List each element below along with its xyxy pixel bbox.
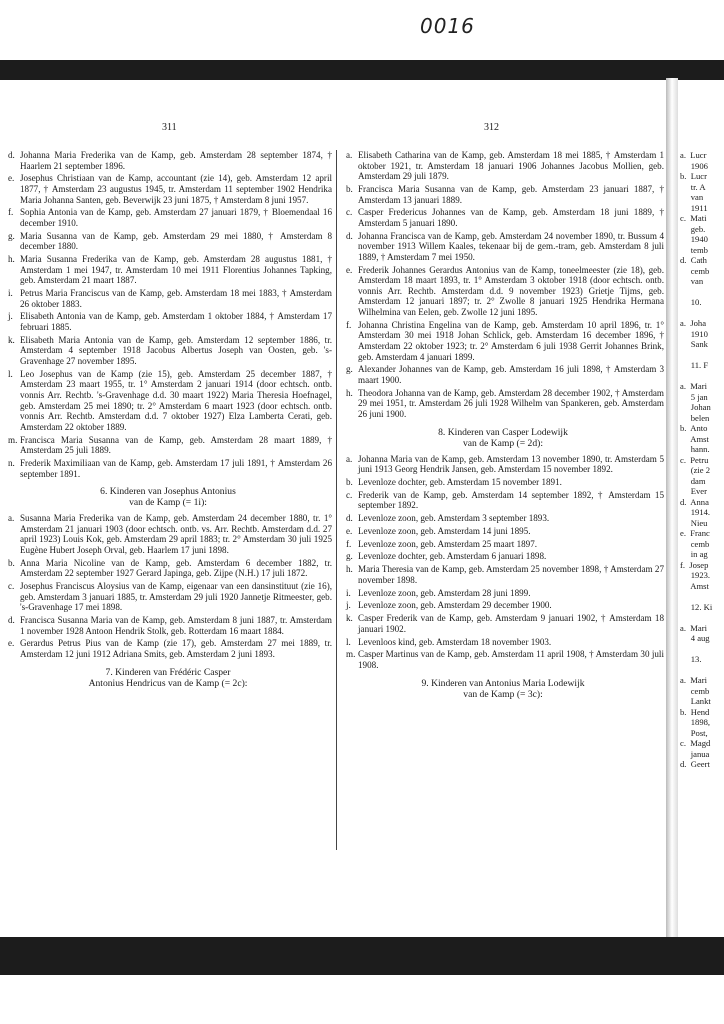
partial-line: d. Anna: [680, 496, 709, 507]
entry-text: Casper Martinus van de Kamp, geb. Amsterdam 11 april 1908, † Amsterdam 30 juli 1908.: [358, 649, 664, 670]
entry-letter: m.: [8, 434, 18, 445]
entry-text: Levenloze dochter, geb. Amsterdam 6 januari 1898.: [358, 551, 547, 562]
genealogy-entry: [342, 490, 664, 511]
partial-line: c. Magd: [680, 738, 711, 748]
next-page-edge: [666, 78, 678, 938]
partial-line: [680, 612, 724, 623]
entry-text: Levenloze zoon, geb. Amsterdam 3 september 1893.: [358, 513, 550, 524]
entry-text: Frederik Maximiliaan van de Kamp, geb. Amsterdam 17 juli 1891, † Amsterdam 26 september 1891.: [20, 457, 332, 479]
partial-line: 1898,: [680, 717, 711, 727]
genealogy-entry: [4, 513, 332, 555]
partial-line: [680, 371, 724, 382]
partial-line: Sank: [680, 339, 708, 349]
entry-text: Frederik van de Kamp, geb. Amsterdam 14 september 1892, † Amsterdam 15 september 1892.: [358, 489, 664, 511]
entry-letter: g.: [8, 230, 15, 241]
entry-text: Elisabeth Catharina van de Kamp, geb. Amsterdam 18 mei 1885, † Amsterdam 1 oktober 1921, tr. Amsterdam 18 januari 1906 Johannes Jacobus Mollien, geb. Amsterdam 29 juli 1879.: [358, 150, 664, 182]
left-page-column: [4, 150, 332, 694]
partial-line: [680, 644, 724, 655]
entry-text: Levenloze dochter, geb. Amsterdam 15 november 1891.: [358, 476, 562, 487]
entry-text: Francisca Susanna Maria van de Kamp, geb. Amsterdam 8 juni 1887, tr. Amsterdam 1 november 1928 Antoon Hendrik Stolk, geb. Rotterdam 16 maart 1884.: [20, 615, 332, 636]
genealogy-entry: [4, 254, 332, 286]
partial-line: b. Anto: [680, 423, 708, 433]
entry-text: Johanna Christina Engelina van de Kamp, geb. Amsterdam 10 april 1896, tr. 1° Amsterdam 30 mei 1918 Johan Schlick, geb. Amsterdam 16 december 1896, † Amsterdam 22 oktober 1923; tr. 2° Amsterdam 6 juli 1938 Gerrit Johannes Brink, geb. Amsterdam 4 januari 1899.: [358, 319, 664, 362]
entry-letter: j.: [346, 600, 351, 611]
partial-line: Nieu: [680, 517, 708, 528]
entry-text: Josephus Franciscus Aloysius van de Kamp, eigenaar van een dansinstituut (zie 16), geb. Amsterdam 3 januari 1885, tr. Amsterdam 29 juli 1920 Jannetje Ritmeester, geb. 's-Gravenhage 17 mei 1898.: [20, 581, 332, 613]
genealogy-entry: [4, 207, 332, 228]
partial-line: in ag: [680, 549, 708, 559]
entry-letter: f.: [8, 207, 14, 218]
entry-letter: f.: [346, 319, 352, 330]
partial-line: hann.: [680, 444, 710, 454]
entry-letter: c.: [346, 489, 353, 500]
genealogy-entry: [342, 637, 664, 648]
partial-line: dam: [680, 475, 706, 486]
genealogy-entry: [4, 369, 332, 433]
partial-line: 13.: [680, 654, 702, 664]
entry-letter: d.: [346, 513, 353, 524]
genealogy-entry: [342, 513, 664, 524]
genealogy-entry: [342, 600, 664, 611]
partial-line: 4 aug: [680, 633, 710, 643]
partial-line: 11. F: [680, 360, 709, 370]
entry-letter: l.: [346, 636, 351, 647]
entry-letter: a.: [8, 513, 15, 524]
partial-line: [680, 350, 724, 361]
entry-text: Frederik Johannes Gerardus Antonius van de Kamp, toneelmeester (zie 18), geb. Amsterdam 18 maart 1893, tr. 1° Amsterdam 3 oktober 1918 (door echtsch. ontb. vonnis Arr. Rechtb. Amsterdam d.d. 9 november 1923) Grietje Tijms, geb. Amsterdam 12 januari 1897; tr. 2° Zwolle 8 januari 1925 Hendrika Hermana Wilhelmina van Eelen, geb. Zwolle 12 juni 1895.: [358, 264, 664, 318]
entry-text: Casper Fredericus Johannes van de Kamp, geb. Amsterdam 18 juni 1889, † Amsterdam 5 januari 1890.: [358, 207, 664, 228]
entry-text: Leo Josephus van de Kamp (zie 15), geb. Amsterdam 25 december 1887, † Amsterdam 23 maart 1955, tr. 1° Amsterdam 2 januari 1914 (door echtsch. ontb. vonnis Arr. Rechtb. 's-Gravenhage d.d. 30 maart 1922) Maria Theresia Hoefnagel, geb. Amsterdam 25 mei 1890; tr. 2° Amsterdam 6 maart 1923 (door echtsch. ontb. vonnis Arr. Rechtb. Amsterdam d.d. 7 oktober 1927) Elza Lamberta Cerati, geb. Amsterdam 22 oktober 1889.: [20, 368, 332, 432]
entry-letter: b.: [346, 476, 353, 487]
partial-line: cemb: [680, 685, 710, 696]
genealogy-entry: [4, 458, 332, 479]
entry-text: Gerardus Petrus Pius van de Kamp (zie 17), geb. Amsterdam 27 mei 1889, tr. Amsterdam 12 juni 1912 Adriana Smits, geb. Amsterdam 2 juni 1893.: [20, 638, 332, 659]
partial-line: 5 jan: [680, 391, 708, 402]
genealogy-entry: [4, 615, 332, 636]
entry-text: Elisabeth Antonia van de Kamp, geb. Amsterdam 1 oktober 1884, † Amsterdam 17 februari 1885.: [20, 311, 332, 333]
entry-text: Alexander Johannes van de Kamp, geb. Amsterdam 16 juli 1898, † Amsterdam 3 maart 1900.: [358, 364, 664, 385]
entry-letter: i.: [346, 587, 351, 598]
partial-line: e. Franc: [680, 528, 710, 538]
entry-text: Francisca Maria Susanna van de Kamp, geb. Amsterdam 23 januari 1887, † Amsterdam 13 januari 1889.: [358, 183, 664, 205]
genealogy-entry: [342, 454, 664, 475]
entry-letter: l.: [8, 368, 13, 379]
partial-line: a. Mari: [680, 622, 707, 633]
partial-line: geb.: [680, 223, 706, 234]
genealogy-entry: [342, 564, 664, 585]
entry-text: Susanna Maria Frederika van de Kamp, geb. Amsterdam 24 december 1880, tr. 1° Amsterdam 21 januari 1903 (door echtsch. ontb. vs. Arr. Rechtb. Amsterdam d.d. 27 april 1923) Louis Kok, geb. Amsterdam 29 april 1883; tr. 2° Amsterdam 30 juli 1925 Eugène Hubert Joseph Orval, geb. Haarlem 17 juni 1898.: [20, 513, 332, 555]
genealogy-entry: [342, 207, 664, 228]
section-heading-7: 7. Kinderen van Frédéric Casper Antonius Hendricus van de Kamp (= 2c):: [88, 666, 248, 689]
partial-line: 1940: [680, 234, 708, 244]
entry-text: Levenloze zoon, geb. Amsterdam 29 december 1900.: [358, 600, 552, 611]
entry-text: Elisabeth Maria Antonia van de Kamp, geb. Amsterdam 12 september 1886, tr. Amsterdam 4 september 1918 Jacobus Albertus Joseph van Oosten, geb. 's-Gravenhage 27 november 1895.: [20, 334, 332, 366]
entry-text: Maria Susanna Frederika van de Kamp, geb. Amsterdam 28 augustus 1881, † Amsterdam 1 mei 1947, tr. Amsterdam 10 mei 1911 Florentius Johannes Tapking, geb. Amsterdam 21 maart 1887.: [20, 254, 332, 286]
genealogy-entry: [4, 173, 332, 205]
genealogy-entry: [342, 613, 664, 634]
entry-text: Levenloze zoon, geb. Amsterdam 25 maart 1897.: [358, 538, 538, 549]
partial-line: (zie 2: [680, 465, 711, 475]
partial-line: van: [680, 276, 704, 286]
partial-line: Lankt: [680, 696, 711, 706]
genealogy-entry: [342, 477, 664, 488]
entry-letter: b.: [8, 557, 15, 568]
entry-text: Maria Susanna van de Kamp, geb. Amsterdam 29 mei 1880, † Amsterdam 8 december 1880.: [20, 230, 332, 252]
genealogy-entry: [4, 435, 332, 456]
scan-bottom-border: [0, 937, 724, 975]
entry-text: Levenloze zoon, geb. Amsterdam 28 juni 1899.: [358, 587, 531, 598]
partial-line: d. Cath: [680, 255, 707, 265]
entry-letter: f.: [346, 538, 352, 549]
genealogy-entry: [342, 526, 664, 537]
partial-line: cemb: [680, 265, 710, 276]
entry-letter: e.: [346, 525, 353, 536]
partial-line: Post,: [680, 727, 708, 738]
entry-text: Sophia Antonia van de Kamp, geb. Amsterdam 27 januari 1879, † Bloemendaal 16 december 1910.: [20, 207, 332, 228]
entry-letter: e.: [8, 173, 15, 184]
partial-line: 10.: [680, 297, 702, 307]
partial-line: b. Lucr: [680, 171, 707, 181]
entry-letter: d.: [346, 230, 353, 241]
book-spine: [336, 150, 337, 850]
entry-text: Petrus Maria Franciscus van de Kamp, geb. Amsterdam 18 mei 1883, † Amsterdam 26 oktober 1883.: [20, 288, 332, 309]
entry-text: Levenloze zoon, geb. Amsterdam 14 juni 1895.: [358, 525, 531, 536]
partial-line: 1910: [680, 328, 708, 339]
partial-line: Amst: [680, 580, 709, 591]
entry-letter: h.: [346, 564, 353, 575]
partial-line: Amst: [680, 433, 709, 444]
partial-line: van: [680, 192, 704, 202]
handwritten-archive-number: 0016: [420, 14, 475, 38]
partial-line: c. Petru: [680, 454, 709, 465]
partial-line: c. Mati: [680, 213, 707, 223]
partial-line: b. Hend: [680, 706, 710, 717]
entry-text: Francisca Maria Susanna van de Kamp, geb. Amsterdam 28 maart 1889, † Amsterdam 25 juli 1889.: [20, 434, 332, 456]
partial-line: Ever: [680, 486, 707, 496]
genealogy-entry: [342, 649, 664, 670]
entry-letter: e.: [346, 264, 353, 275]
entry-letter: m.: [346, 649, 356, 660]
entry-text: Johanna Maria Frederika van de Kamp, geb. Amsterdam 28 september 1874, † Haarlem 21 september 1896.: [20, 150, 332, 171]
entry-text: Johanna Maria van de Kamp, geb. Amsterdam 13 november 1890, tr. Amsterdam 5 juni 1913 Georg Hendrik Jansen, geb. Amsterdam 15 november 1892.: [358, 453, 664, 475]
entry-letter: d.: [8, 615, 15, 625]
genealogy-entry: [342, 588, 664, 599]
genealogy-entry: [4, 311, 332, 332]
partial-line: 1914.: [680, 507, 711, 517]
entry-text: Theodora Johanna van de Kamp, geb. Amsterdam 28 december 1902, † Amsterdam 29 mei 1951, tr. Amsterdam 26 juli 1928 Wilhelm van Spankeren, geb. Amsterdam 26 juni 1900.: [358, 387, 664, 419]
partial-line: tr. A: [680, 181, 706, 192]
partial-line: [680, 665, 724, 676]
genealogy-entry: [342, 320, 664, 362]
entry-text: Josephus Christiaan van de Kamp, accountant (zie 14), geb. Amsterdam 12 april 1877, † Amsterdam 23 augustus 1945, tr. Amsterdam 11 september 1902 Hendrika Maria Johanna Santen, geb. Beverwijk 23 juni 1875, † Amsterdam 8 juni 1957.: [20, 173, 332, 205]
partial-line: d. Geert: [680, 759, 710, 769]
genealogy-entry: [4, 581, 332, 613]
partial-line: a. Mari: [680, 675, 707, 685]
partial-line: 1906: [680, 160, 708, 171]
partial-line: a. Mari: [680, 381, 707, 391]
partial-line: a. Lucr: [680, 150, 707, 160]
genealogy-entry: [342, 551, 664, 562]
entry-letter: b.: [346, 183, 353, 194]
entry-text: Levenloos kind, geb. Amsterdam 18 november 1903.: [358, 636, 552, 647]
genealogy-entry: [342, 184, 664, 205]
entry-letter: k.: [346, 613, 353, 624]
section-heading-8: 8. Kinderen van Casper Lodewijk van de Kamp (= 2d):: [438, 426, 568, 449]
partial-line: temb: [680, 244, 708, 255]
genealogy-entry: [4, 231, 332, 252]
entry-letter: h.: [8, 254, 15, 265]
genealogy-entry: [4, 288, 332, 309]
partial-line: [680, 591, 724, 602]
partial-line: [680, 287, 724, 298]
partial-line: [680, 308, 724, 319]
page-number-right: 312: [484, 122, 499, 133]
genealogy-entry: [342, 231, 664, 263]
genealogy-entry: [4, 335, 332, 367]
partial-line: f. Josep: [680, 559, 709, 570]
entry-letter: c.: [8, 581, 15, 592]
partial-line: janua: [680, 748, 710, 759]
entry-letter: e.: [8, 638, 15, 649]
entry-letter: j.: [8, 311, 13, 322]
entry-letter: k.: [8, 334, 15, 345]
right-page-column: [342, 150, 664, 705]
entry-text: Casper Frederik van de Kamp, geb. Amsterdam 9 januari 1902, † Amsterdam 18 januari 1902.: [358, 613, 664, 634]
partial-line: 12. Ki: [680, 601, 713, 612]
partial-line: a. Joha: [680, 318, 707, 328]
entry-text: Johanna Francisca van de Kamp, geb. Amsterdam 24 november 1890, tr. Bussum 4 november 1913 Willem Kaales, tekenaar bij de gem.-tram, geb. Amsterdam 8 juli 1889, † Amsterdam 7 mei 1950.: [358, 230, 664, 262]
partial-line: cemb: [680, 538, 710, 549]
partial-line: 1911: [680, 202, 708, 213]
entry-letter: n.: [8, 457, 15, 468]
genealogy-entry: [342, 539, 664, 550]
partial-line: 1923.: [680, 570, 711, 580]
genealogy-entry: [4, 558, 332, 579]
entry-text: Maria Theresia van de Kamp, geb. Amsterdam 25 november 1898, † Amsterdam 27 november 1898.: [358, 564, 664, 585]
entry-text: Anna Maria Nicoline van de Kamp, geb. Amsterdam 6 december 1882, tr. Amsterdam 22 september 1927 Gerard Japinga, geb. Zijpe (N.H.) 17 juli 1872.: [20, 557, 332, 579]
entry-letter: g.: [346, 364, 353, 375]
genealogy-entry: [342, 150, 664, 182]
next-page-partial-column: [680, 150, 724, 770]
genealogy-entry: [342, 364, 664, 385]
genealogy-entry: [342, 265, 664, 318]
genealogy-entry: [4, 638, 332, 659]
entry-letter: d.: [8, 150, 15, 160]
scan-top-border: [0, 60, 724, 80]
entry-letter: i.: [8, 288, 13, 299]
entry-letter: a.: [346, 453, 353, 464]
page-number-left: 311: [162, 122, 177, 133]
partial-line: Johan: [680, 402, 711, 412]
genealogy-entry: [342, 388, 664, 420]
entry-letter: h.: [346, 387, 353, 398]
entry-letter: g.: [346, 551, 353, 562]
partial-line: belen: [680, 412, 710, 423]
genealogy-entry: [4, 150, 332, 171]
entry-letter: a.: [346, 150, 353, 160]
section-heading-9: 9. Kinderen van Antonius Maria Lodewijk van de Kamp (= 3c):: [421, 677, 585, 700]
entry-letter: c.: [346, 207, 353, 218]
section-heading-6: 6. Kinderen van Josephus Antonius van de Kamp (= 1i):: [100, 486, 236, 509]
